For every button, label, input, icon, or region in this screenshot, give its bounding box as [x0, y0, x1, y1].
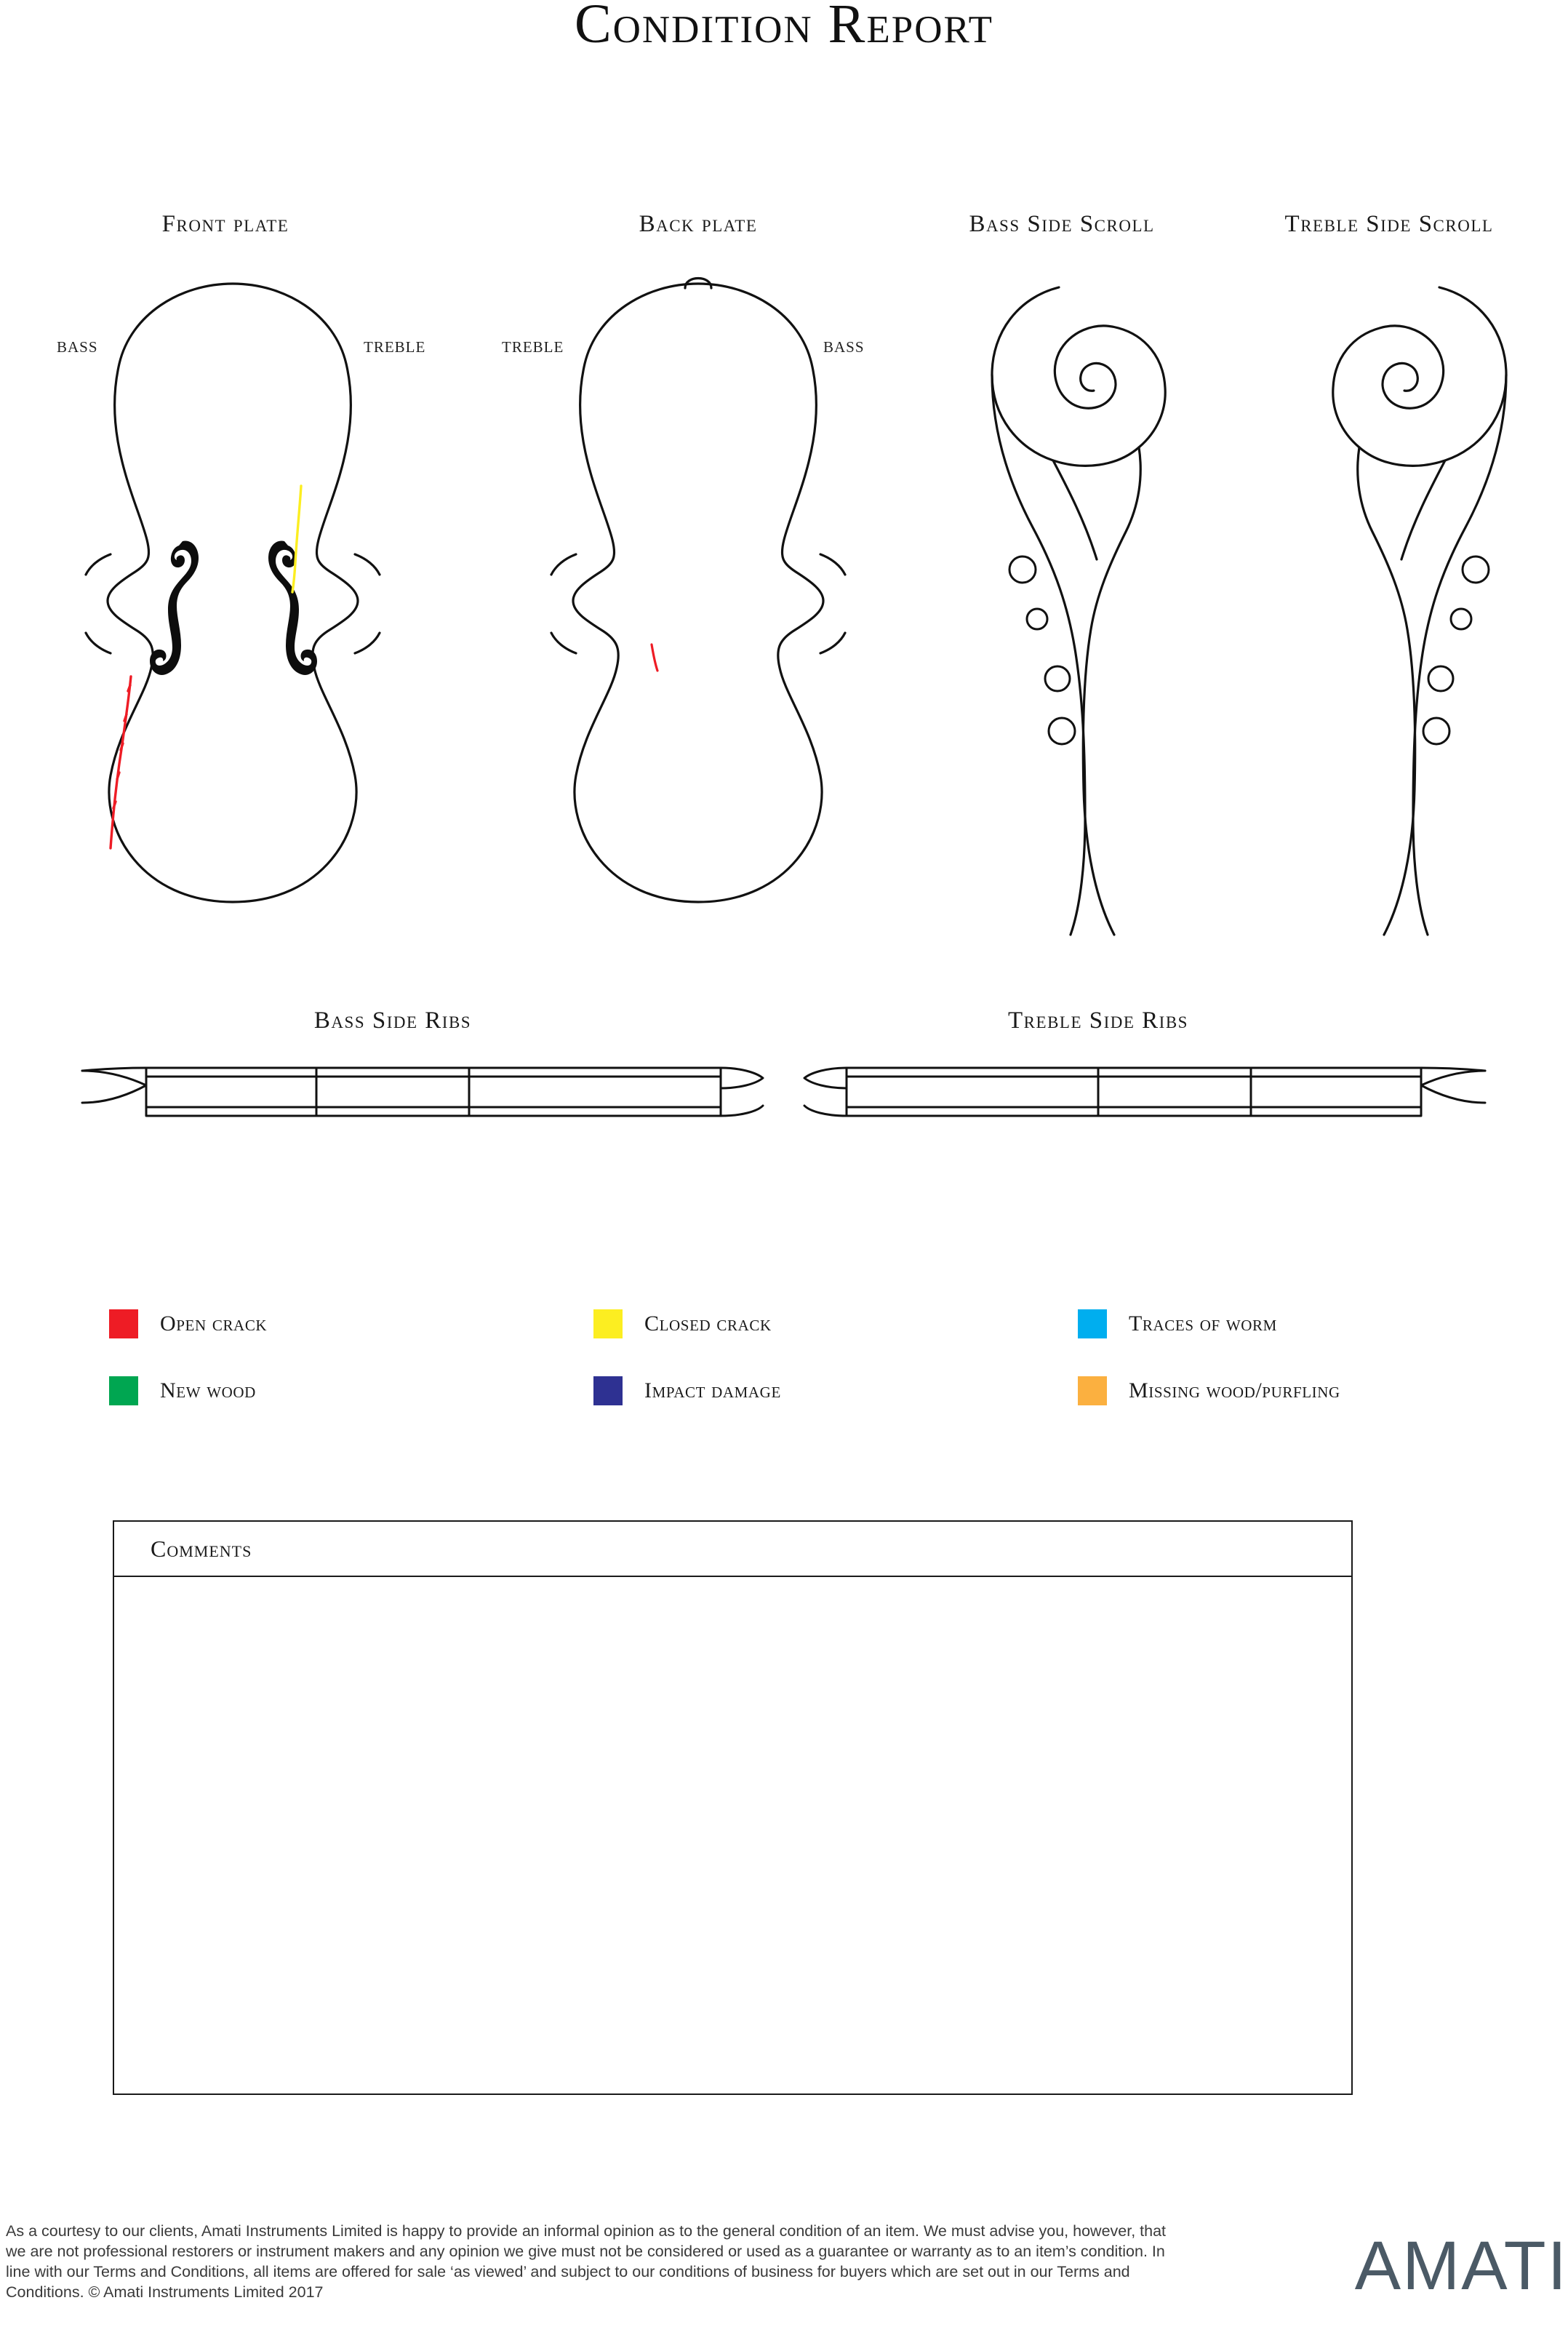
legend-label-closed-crack: Closed crack: [644, 1312, 772, 1336]
legend: [109, 1309, 1491, 1443]
amati-logo: AMATI: [1354, 2227, 1568, 2304]
marking-closed-crack: [292, 486, 301, 592]
comments-box: [113, 1520, 1353, 2095]
caption-bass-side-scroll: Bass Side Scroll: [969, 211, 1155, 237]
bass-side-scroll-diagram[interactable]: [975, 266, 1207, 949]
legend-item-open-crack: [109, 1309, 593, 1338]
back-plate-label-bass: BASS: [823, 338, 865, 356]
legend-label-missing-wood: Missing wood/purfling: [1129, 1378, 1340, 1402]
marking-open-crack: [652, 644, 657, 671]
legend-swatch-traces-of-worm: [1078, 1309, 1107, 1338]
legend-label-open-crack: Open crack: [160, 1312, 268, 1336]
legend-label-traces-of-worm: Traces of worm: [1129, 1312, 1277, 1336]
caption-back-plate: Back plate: [639, 211, 758, 237]
treble-side-scroll-diagram[interactable]: [1291, 266, 1524, 949]
caption-bass-side-ribs: Bass Side Ribs: [313, 1007, 472, 1034]
legend-row-1: [109, 1309, 1491, 1338]
legend-swatch-open-crack: [109, 1309, 138, 1338]
comments-header: [114, 1522, 1351, 1577]
legend-swatch-closed-crack: [593, 1309, 623, 1338]
legend-label-impact-damage: Impact damage: [644, 1378, 781, 1402]
footer-disclaimer: As a courtesy to our clients, Amati Instruments Limited is happy to provide an informal opinion as to the general condition of an item. We must advise you, however, that we are not professional restorers or instrument makers and any opinion we give must not be considered or used as a guarantee or warranty as to an item’s condition. In line with our Terms and Conditions, all items are offered for sale ‘as viewed’ and subject to our conditions of business for buyers which are set out in our Terms and Conditions. © Amati Instruments Limited 2017: [6, 2222, 1167, 2301]
front-plate-label-bass: BASS: [57, 338, 98, 356]
caption-treble-side-ribs: Treble Side Ribs: [1008, 1007, 1188, 1034]
back-plate-label-treble: TREBLE: [502, 338, 564, 356]
legend-swatch-impact-damage: [593, 1376, 623, 1405]
bass-side-ribs-diagram[interactable]: [76, 1040, 767, 1135]
legend-item-missing-wood: [1078, 1376, 1485, 1405]
back-plate-diagram[interactable]: [495, 260, 902, 937]
front-plate-diagram[interactable]: [29, 269, 436, 938]
legend-item-closed-crack: [593, 1309, 1078, 1338]
legend-swatch-new-wood: [109, 1376, 138, 1405]
legend-item-traces-of-worm: [1078, 1309, 1485, 1338]
comments-title: Comments: [151, 1535, 252, 1562]
legend-item-new-wood: [109, 1376, 593, 1405]
caption-front-plate: Front plate: [161, 211, 289, 237]
legend-item-impact-damage: [593, 1376, 1078, 1405]
legend-row-2: [109, 1376, 1491, 1405]
page-title: Condition Report: [574, 0, 994, 55]
caption-treble-side-scroll: Treble Side Scroll: [1284, 211, 1494, 237]
treble-side-ribs-diagram[interactable]: [800, 1040, 1491, 1135]
front-plate-label-treble: TREBLE: [364, 338, 426, 356]
comments-input[interactable]: [114, 1577, 1351, 2093]
legend-label-new-wood: New wood: [160, 1378, 256, 1402]
legend-swatch-missing-wood: [1078, 1376, 1107, 1405]
